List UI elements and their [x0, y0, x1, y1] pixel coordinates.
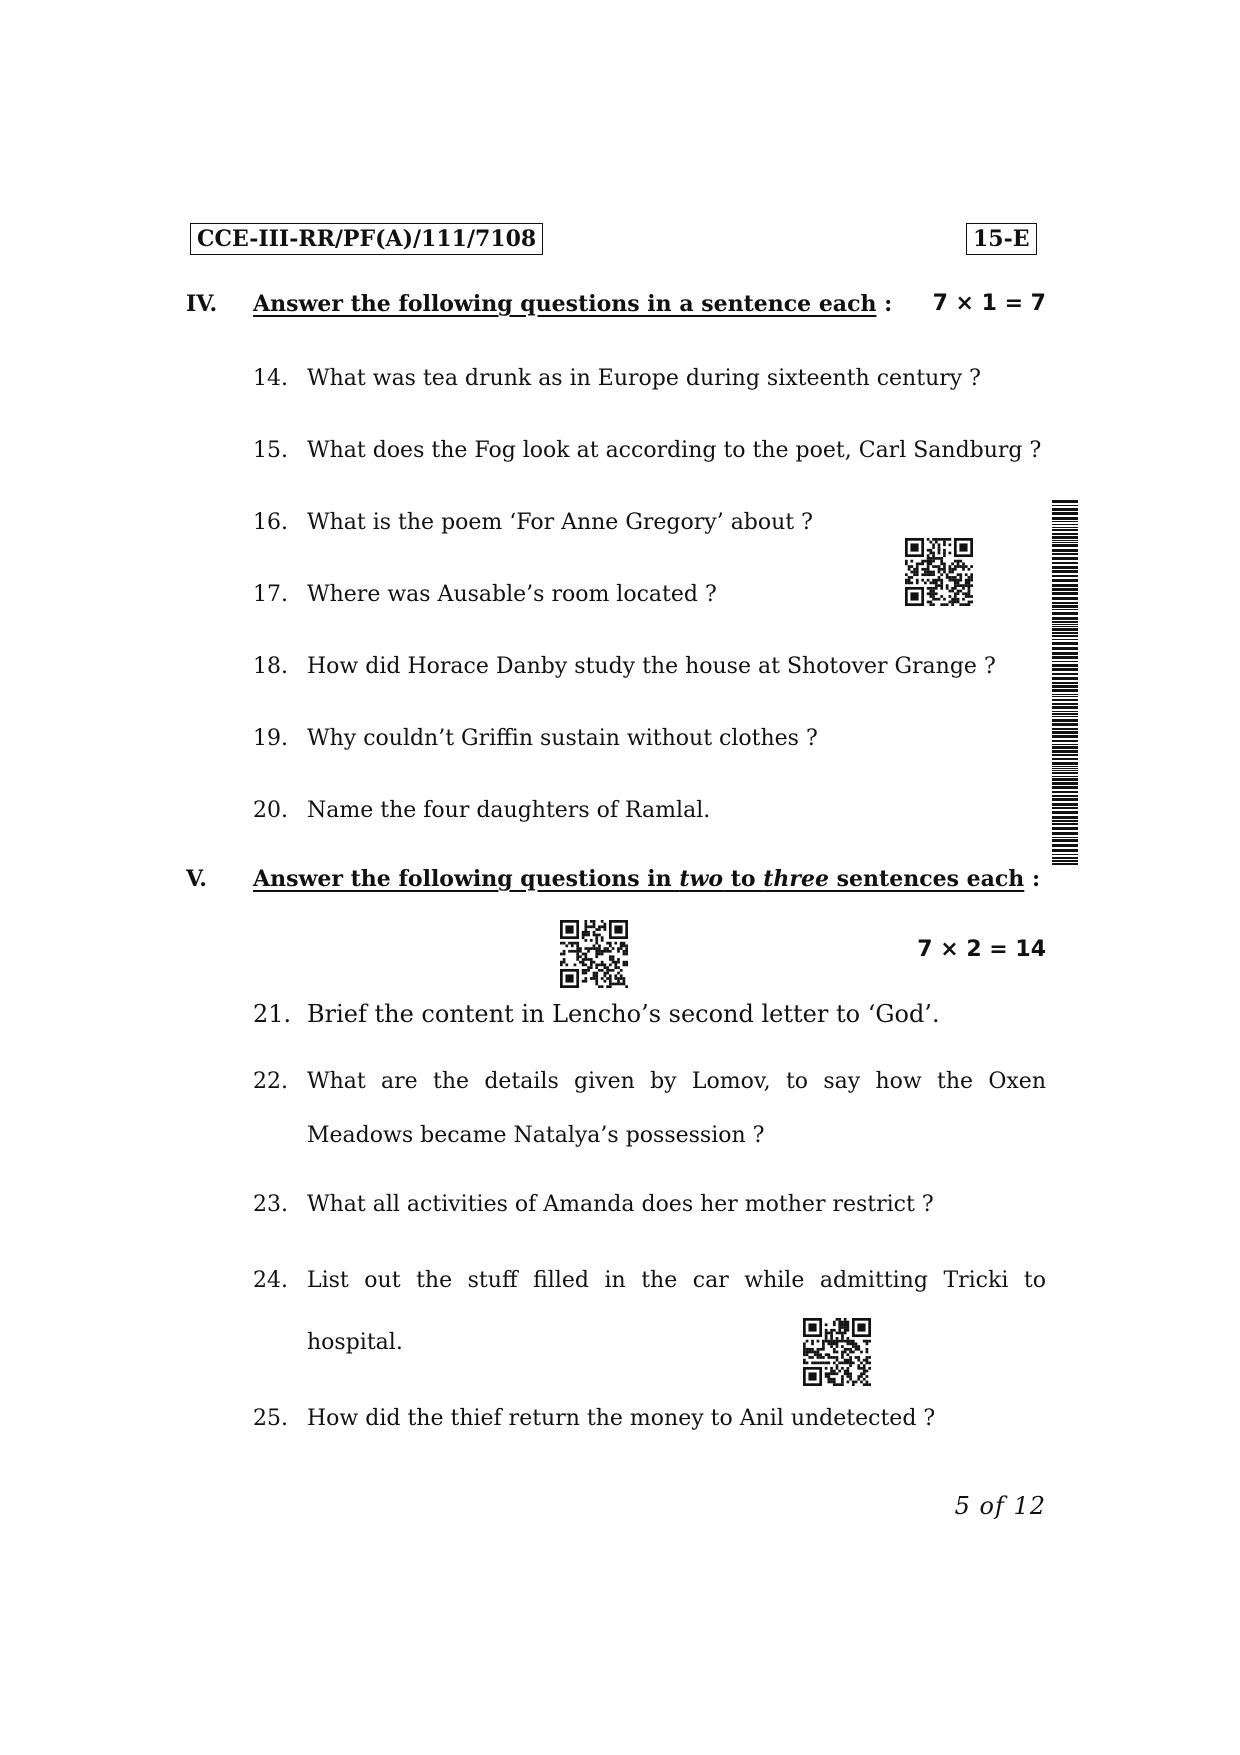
section-iv-heading [253, 291, 892, 317]
question-number: 14. [253, 366, 288, 391]
question-24 [253, 1267, 1053, 1367]
question-number: 17. [253, 582, 288, 607]
question-18 [253, 653, 1053, 683]
question-text: How did the thief return the money to Anil undetected ? [307, 1406, 936, 1431]
question-22 [253, 1068, 1053, 1158]
question-number: 22. [253, 1069, 288, 1094]
question-23 [253, 1191, 1053, 1221]
question-number: 23. [253, 1192, 288, 1217]
section-v-colon: : [1031, 866, 1041, 892]
question-text: What is the poem ‘For Anne Gregory’ about ? [307, 510, 813, 535]
question-14 [253, 365, 1053, 395]
question-text: What does the Fog look at according to the poet, Carl Sandburg ? [307, 438, 1042, 463]
question-number: 21. [253, 1000, 292, 1028]
question-number: 18. [253, 654, 288, 679]
question-text-line-2: Meadows became Natalya’s possession ? [307, 1123, 765, 1148]
question-text: Brief the content in Lencho’s second letter to ‘God’. [307, 1000, 940, 1028]
question-number: 24. [253, 1268, 288, 1293]
question-text-line-2: hospital. [307, 1330, 403, 1355]
version-code: 15-E [966, 223, 1037, 255]
question-number: 25. [253, 1406, 288, 1431]
section-v-marks: 7 × 2 = 14 [917, 937, 1046, 962]
question-15 [253, 437, 1053, 467]
qr-code-icon [803, 1318, 871, 1386]
question-21 [253, 1000, 1053, 1034]
question-text: Why couldn’t Griffin sustain without clothes ? [307, 726, 818, 751]
question-19 [253, 725, 1053, 755]
question-20 [253, 797, 1053, 827]
question-number: 16. [253, 510, 288, 535]
qr-code-icon [560, 920, 628, 988]
section-iv-colon: : [884, 291, 893, 317]
section-iv-heading-text: Answer the following questions in a sentence each [253, 291, 877, 317]
page-number: 5 of 12 [954, 1492, 1046, 1520]
question-text: Name the four daughters of Ramlal. [307, 798, 711, 823]
barcode-icon [1052, 500, 1078, 865]
question-number: 15. [253, 438, 288, 463]
section-iv-marks: 7 × 1 = 7 [932, 291, 1046, 316]
question-text: What all activities of Amanda does her mother restrict ? [307, 1192, 934, 1217]
question-25 [253, 1405, 1053, 1435]
question-number: 19. [253, 726, 288, 751]
qr-code-icon [905, 538, 973, 606]
section-iv-number: IV. [186, 291, 218, 317]
question-text: What was tea drunk as in Europe during sixteenth century ? [307, 366, 981, 391]
question-text-line-1: What are the details given by Lomov, to say how the Oxen [307, 1069, 1046, 1094]
section-v-number: V. [186, 866, 207, 892]
section-v-heading-text: Answer the following questions in two to three sentences each [253, 866, 1025, 892]
question-text: How did Horace Danby study the house at Shotover Grange ? [307, 654, 996, 679]
section-v-heading [253, 866, 1040, 892]
paper-code: CCE-III-RR/PF(A)/111/7108 [190, 223, 543, 255]
question-16 [253, 509, 1053, 539]
question-number: 20. [253, 798, 288, 823]
question-text: Where was Ausable’s room located ? [307, 582, 717, 607]
question-text-line-1: List out the stuff filled in the car while admitting Tricki to [307, 1268, 1046, 1293]
